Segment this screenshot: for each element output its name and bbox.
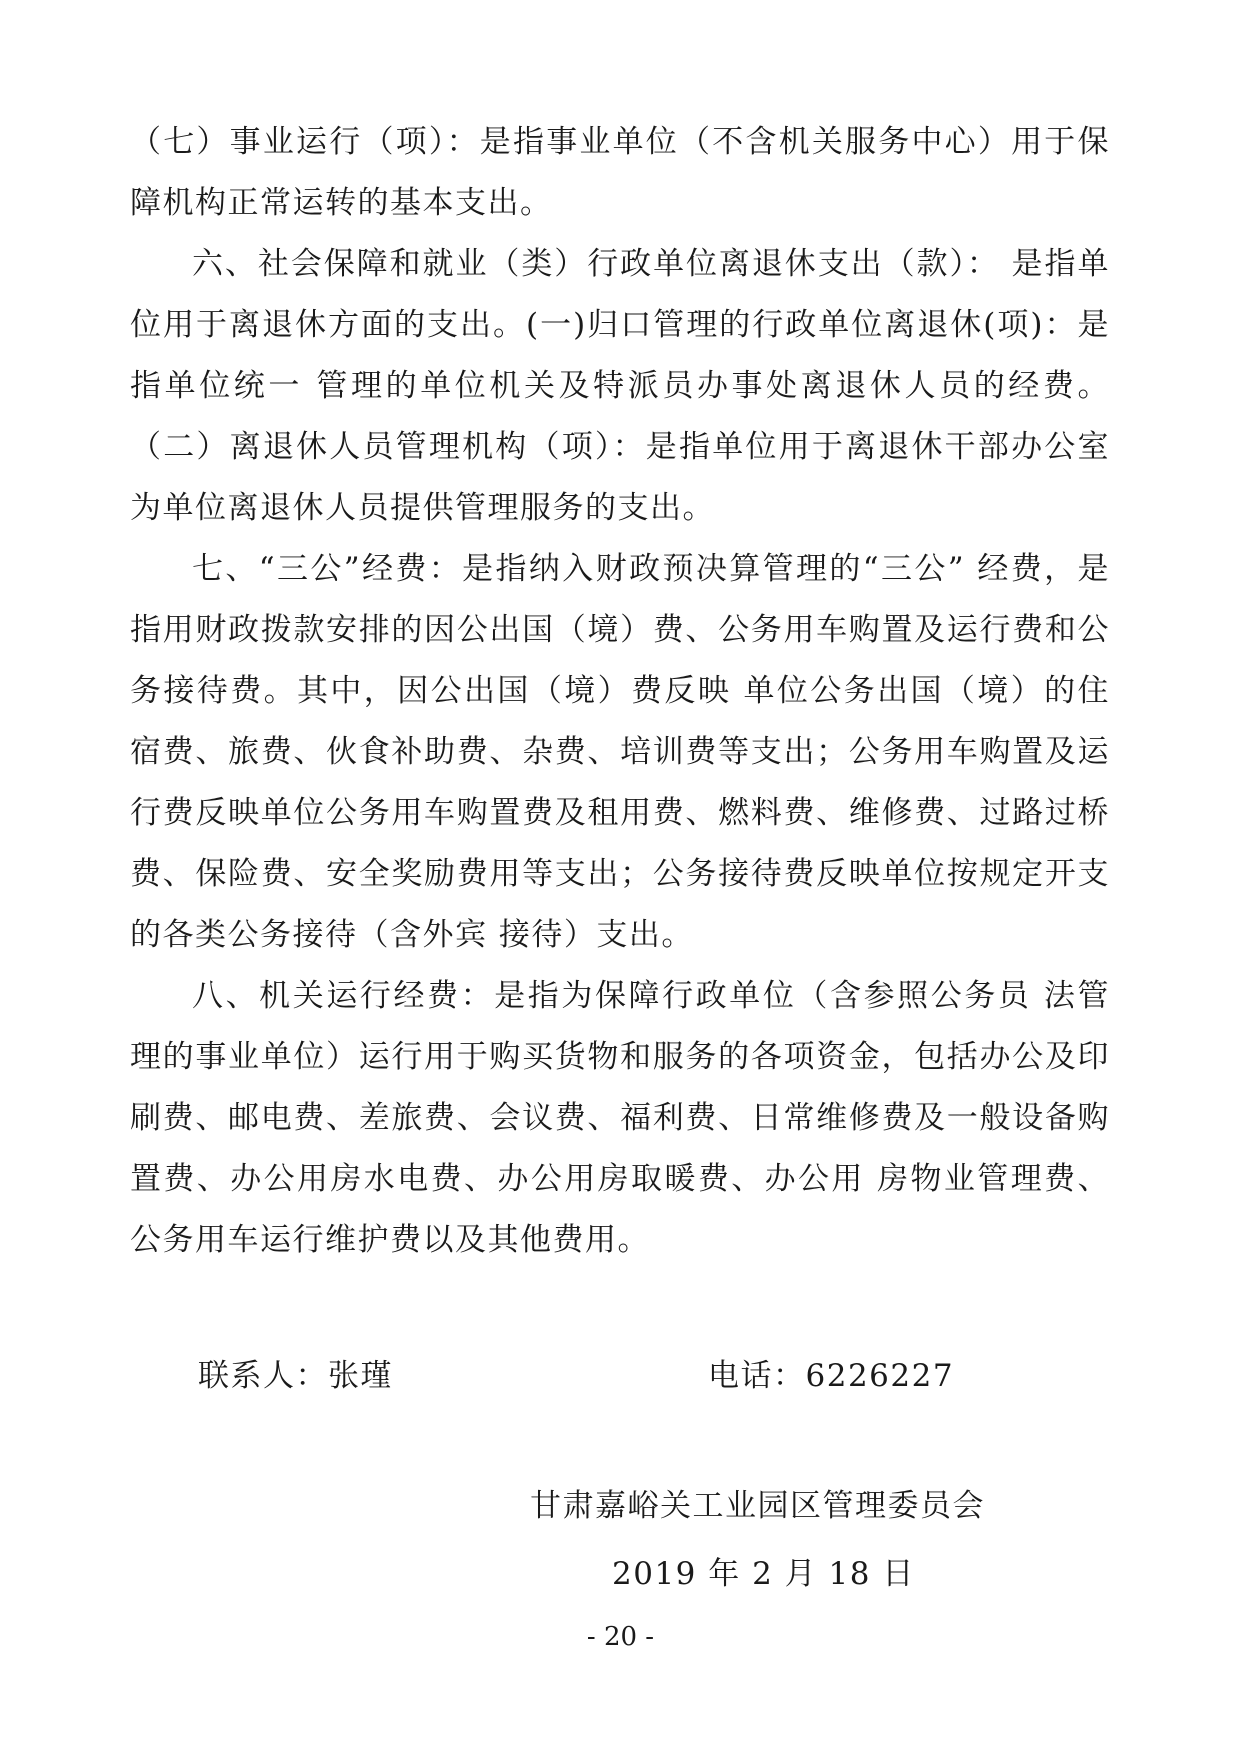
paragraph-social-security-retirement: 六、社会保障和就业（类）行政单位离退休支出（款）： 是指单位用于离退休方面的支出。(一)归口管理的行政单位离退休(项)：是指单位统一 管理的单位机关及特派员办事处离退休人员的经费。（二）离退休人员管理机构（项）：是指单位用于离退休干部办公室为单位离退休人员提供管理服务的支出。 bbox=[130, 246, 1110, 526]
contact-line bbox=[198, 1350, 998, 1400]
issuing-organization: 甘肃嘉峪关工业园区管理委员会 bbox=[530, 1488, 985, 1524]
paragraph-public-institution-operation: （七）事业运行（项）：是指事业单位（不含机关服务中心）用于保障机构正常运转的基本支出。 bbox=[130, 124, 1110, 221]
document-body bbox=[130, 112, 1110, 1271]
paragraph-agency-operating-expenses: 八、机关运行经费：是指为保障行政单位（含参照公务员 法管理的事业单位）运行用于购买货物和服务的各项资金，包括办公及印刷费、邮电费、差旅费、会议费、福利费、日常维修费及一般设备购置费、办公用房水电费、办公用房取暖费、办公用 房物业管理费、公务用车运行维护费以及其他费用。 bbox=[130, 978, 1110, 1258]
issue-date: 2019 年 2 月 18 日 bbox=[612, 1556, 915, 1592]
paragraph-three-public-expenses: 七、“三公”经费：是指纳入财政预决算管理的“三公” 经费，是指用财政拨款安排的因公出国（境）费、公务用车购置及运行费和公务接待费。其中，因公出国（境）费反映 单位公务出国（境）的住宿费、旅费、伙食补助费、杂费、培训费等支出；公务用车购置及运行费反映单位公务用车购置费及租用费、燃料费、维修费、过路过桥费、保险费、安全奖励费用等支出；公务接待费反映单位按规定开支的各类公务接待（含外宾 接待）支出。 bbox=[130, 551, 1110, 953]
page-number: - 20 - bbox=[586, 1622, 655, 1652]
contact-person: 联系人：张瑾 bbox=[198, 1358, 393, 1394]
contact-phone: 电话：6226227 bbox=[708, 1358, 955, 1394]
